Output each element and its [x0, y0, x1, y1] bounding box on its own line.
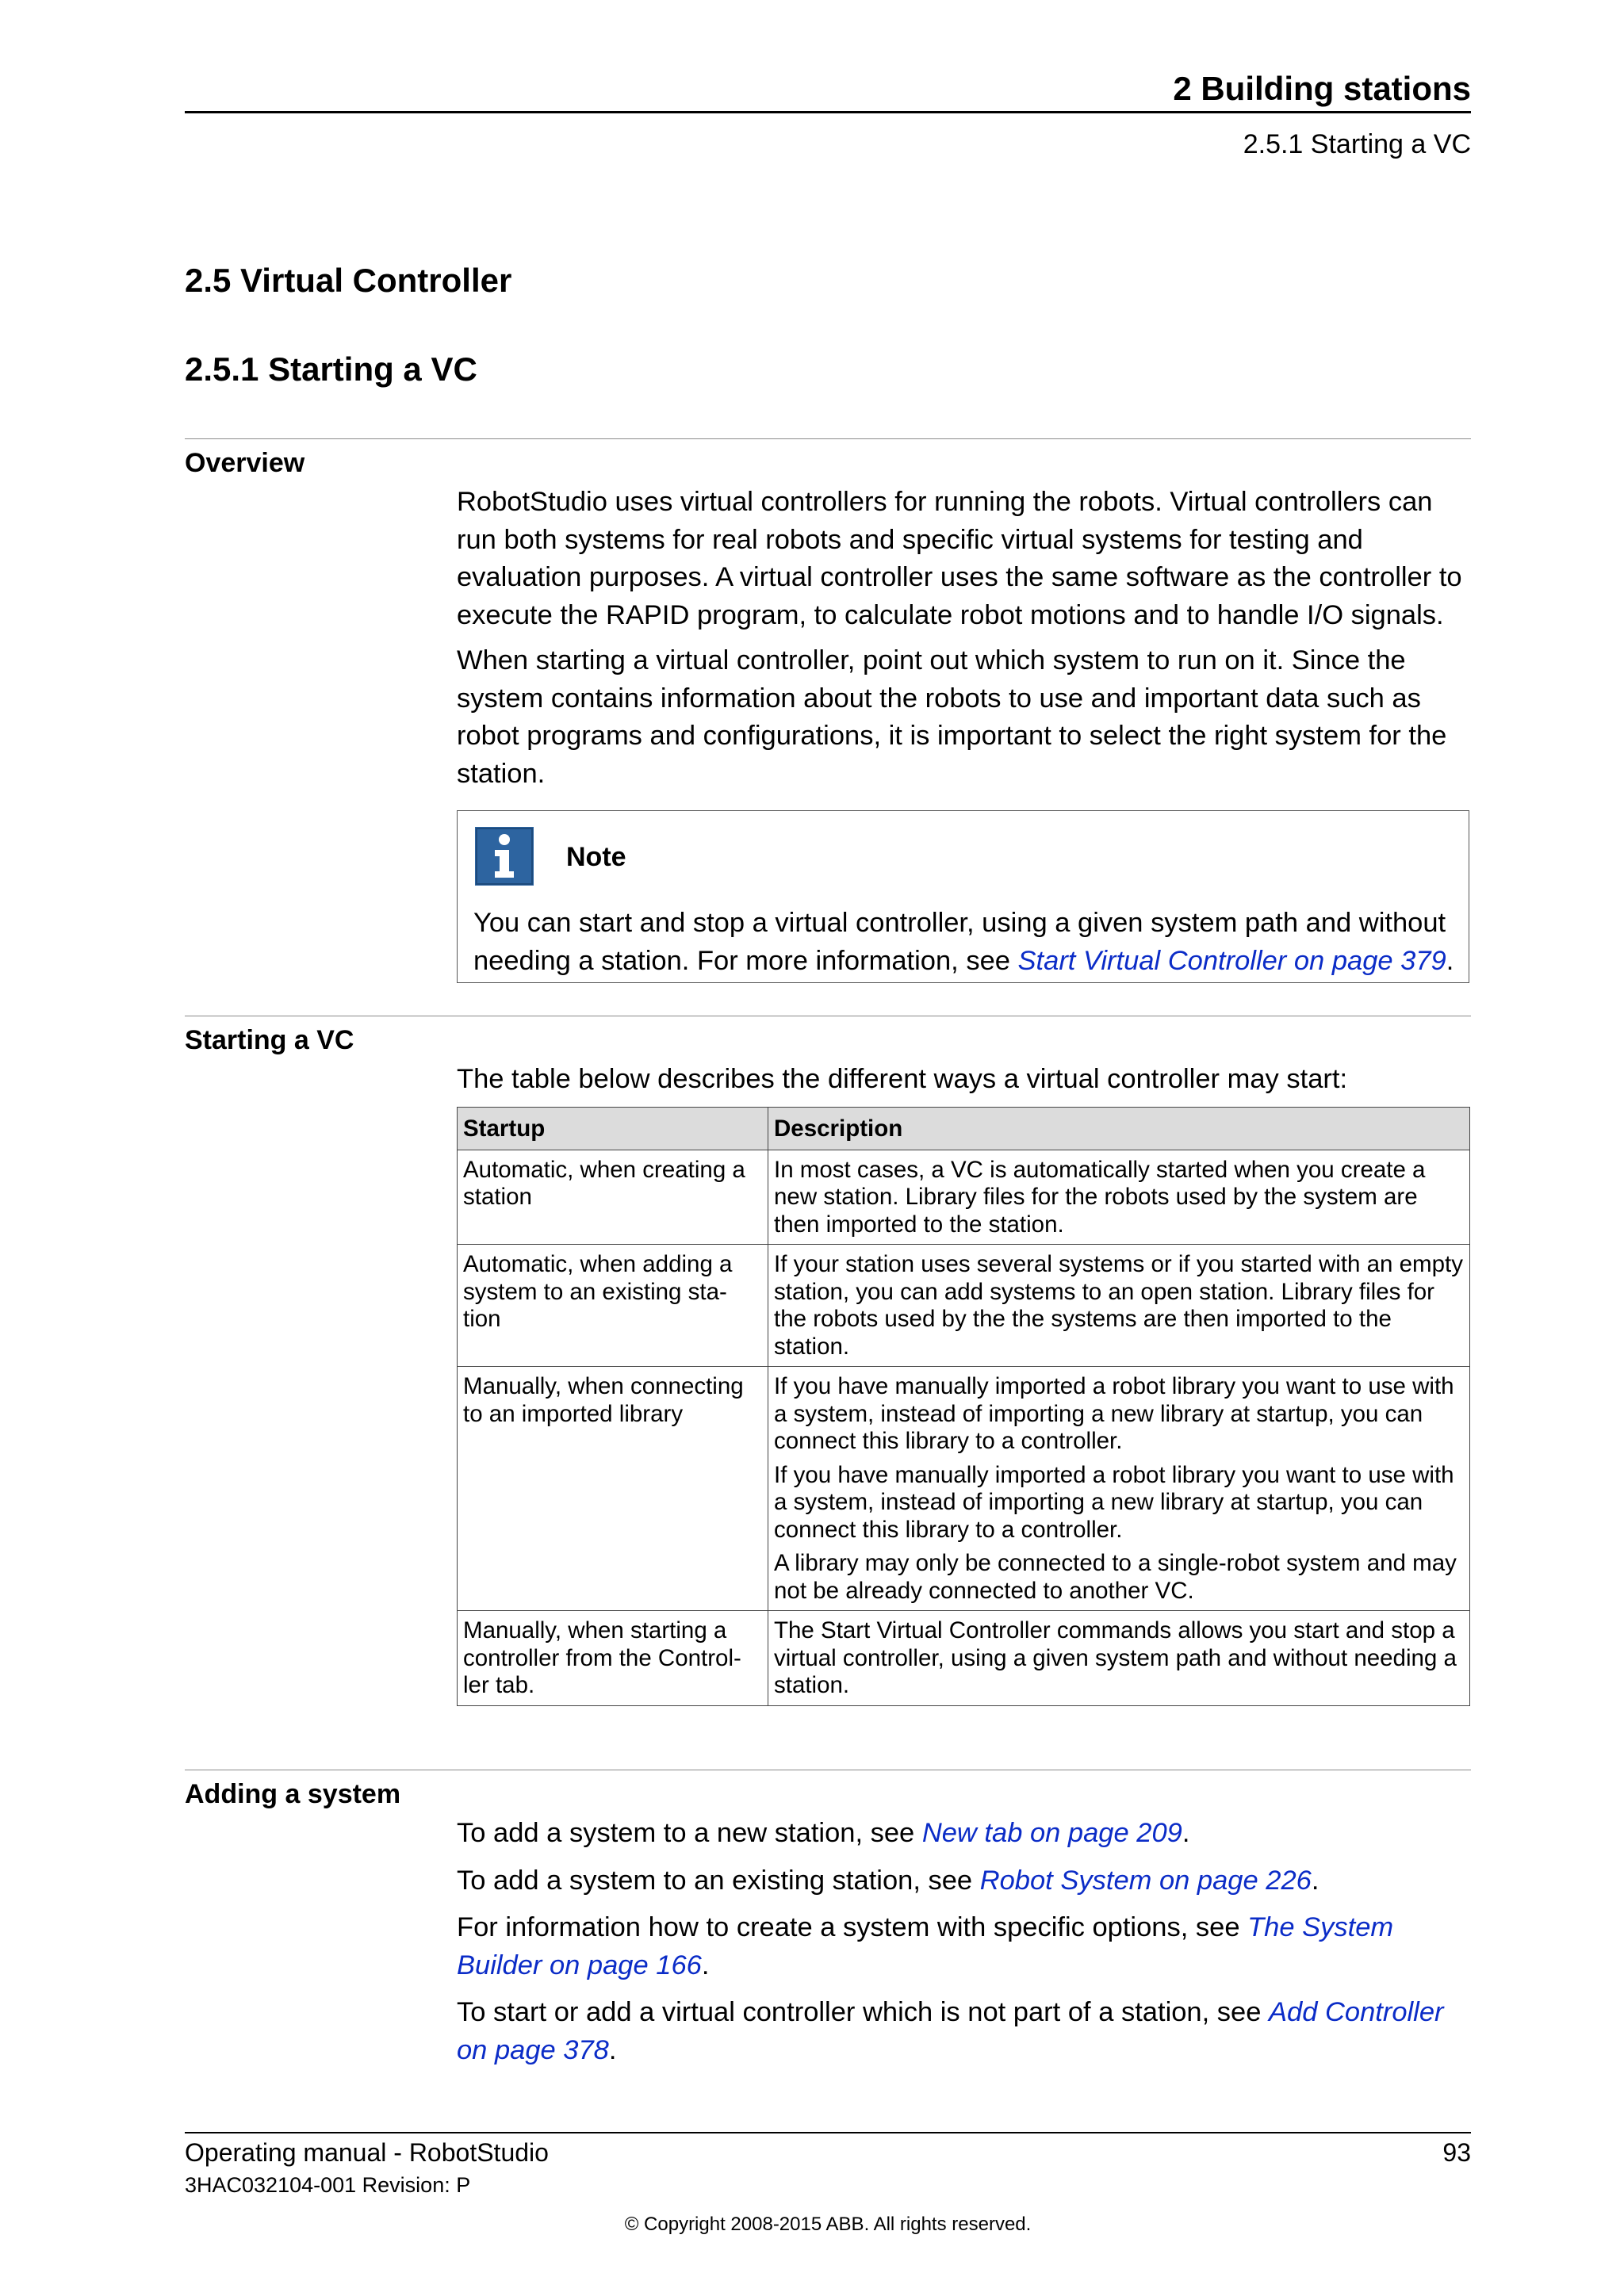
table-header-description: Description — [768, 1108, 1470, 1150]
table-cell-startup: Manually, when connecting to an imported library — [458, 1367, 768, 1611]
link-add-controller[interactable]: Add Controller on page 378 — [457, 1997, 1444, 2065]
table-cell-startup: Manually, when starting a controller from the Control- ler tab. — [458, 1611, 768, 1706]
table-row — [458, 1245, 1470, 1367]
table-row — [458, 1367, 1470, 1611]
starting-vc-label: Starting a VC — [185, 1025, 354, 1055]
section-heading: 2.5 Virtual Controller — [185, 262, 512, 299]
footer-revision: 3HAC032104-001 Revision: P — [185, 2173, 471, 2197]
link-robot-system[interactable]: Robot System on page 226 — [979, 1865, 1312, 1896]
adding-system-body — [457, 1815, 1472, 2069]
starting-vc-intro: The table below describes the different ways a virtual controller may start: — [457, 1064, 1348, 1094]
footer-rule — [185, 2132, 1471, 2133]
adding-system-item — [457, 1815, 1472, 1853]
link-system-builder[interactable]: The System Builder on page 166 — [457, 1912, 1394, 1980]
item-text: To add a system to an existing station, see — [457, 1865, 980, 1896]
item-text: To start or add a virtual controller which is not part of a station, see — [457, 1997, 1269, 2027]
note-text — [473, 905, 1465, 980]
table-cell-startup: Automatic, when adding a system to an existing sta- tion — [458, 1245, 768, 1367]
note-box — [457, 810, 1469, 983]
description-text: A library may only be connected to a single-robot system and may not be already connected to another VC. — [774, 1550, 1457, 1604]
link-new-tab[interactable]: New tab on page 209 — [921, 1818, 1182, 1848]
item-text-end: . — [701, 1950, 710, 1980]
table-cell-description — [768, 1367, 1470, 1611]
note-text-end: . — [1446, 945, 1454, 976]
running-header-chapter: 2 Building stations — [1173, 70, 1471, 107]
description-text: If your station uses several systems or if you started with an empty station, you can add systems to an open station. Library files for the robots used by the the systems are then imported to the station. — [774, 1251, 1463, 1360]
footer-title: Operating manual - RobotStudio — [185, 2138, 549, 2167]
table-row — [458, 1611, 1470, 1706]
table-header-row — [458, 1108, 1470, 1150]
adding-system-item — [457, 1994, 1472, 2069]
overview-paragraph-1: RobotStudio uses virtual controllers for running the robots. Virtual controllers can run both systems for real robots and specific virtual systems for testing and evaluation purposes. A virtual controller uses the same software as the controller to execute the RAPID program, to calculate robot motions and to handle I/O signals. — [457, 487, 1462, 630]
subsection-heading: 2.5.1 Starting a VC — [185, 350, 477, 388]
overview-body — [457, 484, 1472, 793]
table-cell-description — [768, 1245, 1470, 1367]
description-text: If you have manually imported a robot library you want to use with a system, instead of importing a new library at startup, you can connect this library to a controller. — [774, 1461, 1454, 1543]
overview-divider — [185, 438, 1471, 439]
info-icon — [475, 827, 534, 886]
table-header-startup: Startup — [458, 1108, 768, 1150]
note-title: Note — [566, 842, 626, 872]
header-rule — [185, 111, 1471, 113]
description-text: If you have manually imported a robot library you want to use with a system, instead of importing a new library at startup, you can connect this library to a controller. — [774, 1373, 1454, 1454]
item-text-end: . — [1311, 1865, 1320, 1896]
note-link-start-virtual-controller[interactable]: Start Virtual Controller on page 379 — [1017, 945, 1446, 976]
footer-page-number: 93 — [1442, 2138, 1471, 2167]
item-text-end: . — [1182, 1818, 1190, 1848]
startup-table — [457, 1107, 1470, 1706]
item-text: To add a system to a new station, see — [457, 1818, 922, 1848]
item-text-end: . — [608, 2034, 617, 2065]
table-cell-description — [768, 1150, 1470, 1245]
description-text: In most cases, a VC is automatically started when you create a new station. Library files for the robots used by the system are then imported to the station. — [774, 1156, 1426, 1238]
footer-copyright: © Copyright 2008-2015 ABB. All rights reserved. — [624, 2214, 1032, 2235]
adding-system-item — [457, 1862, 1472, 1900]
overview-paragraph-2: When starting a virtual controller, point out which system to run on it. Since the system contains information about the robots to use and important data such as robot programs and configurations, it is important to select the right system for the station. — [457, 645, 1447, 789]
table-cell-startup: Automatic, when creating a station — [458, 1150, 768, 1245]
description-text: The Start Virtual Controller commands allows you start and stop a virtual controller, using a given system path and without needing a station. — [774, 1617, 1457, 1698]
note-text-lead: You can start and stop a virtual controller, using a given system path and without needing a station. For more information, see — [473, 908, 1446, 976]
adding-system-label: Adding a system — [185, 1779, 401, 1809]
table-row — [458, 1150, 1470, 1245]
running-header-section: 2.5.1 Starting a VC — [1243, 129, 1471, 159]
item-text: For information how to create a system with specific options, see — [457, 1912, 1248, 1942]
table-cell-description — [768, 1611, 1470, 1706]
adding-system-item — [457, 1909, 1472, 1984]
overview-label: Overview — [185, 448, 305, 478]
